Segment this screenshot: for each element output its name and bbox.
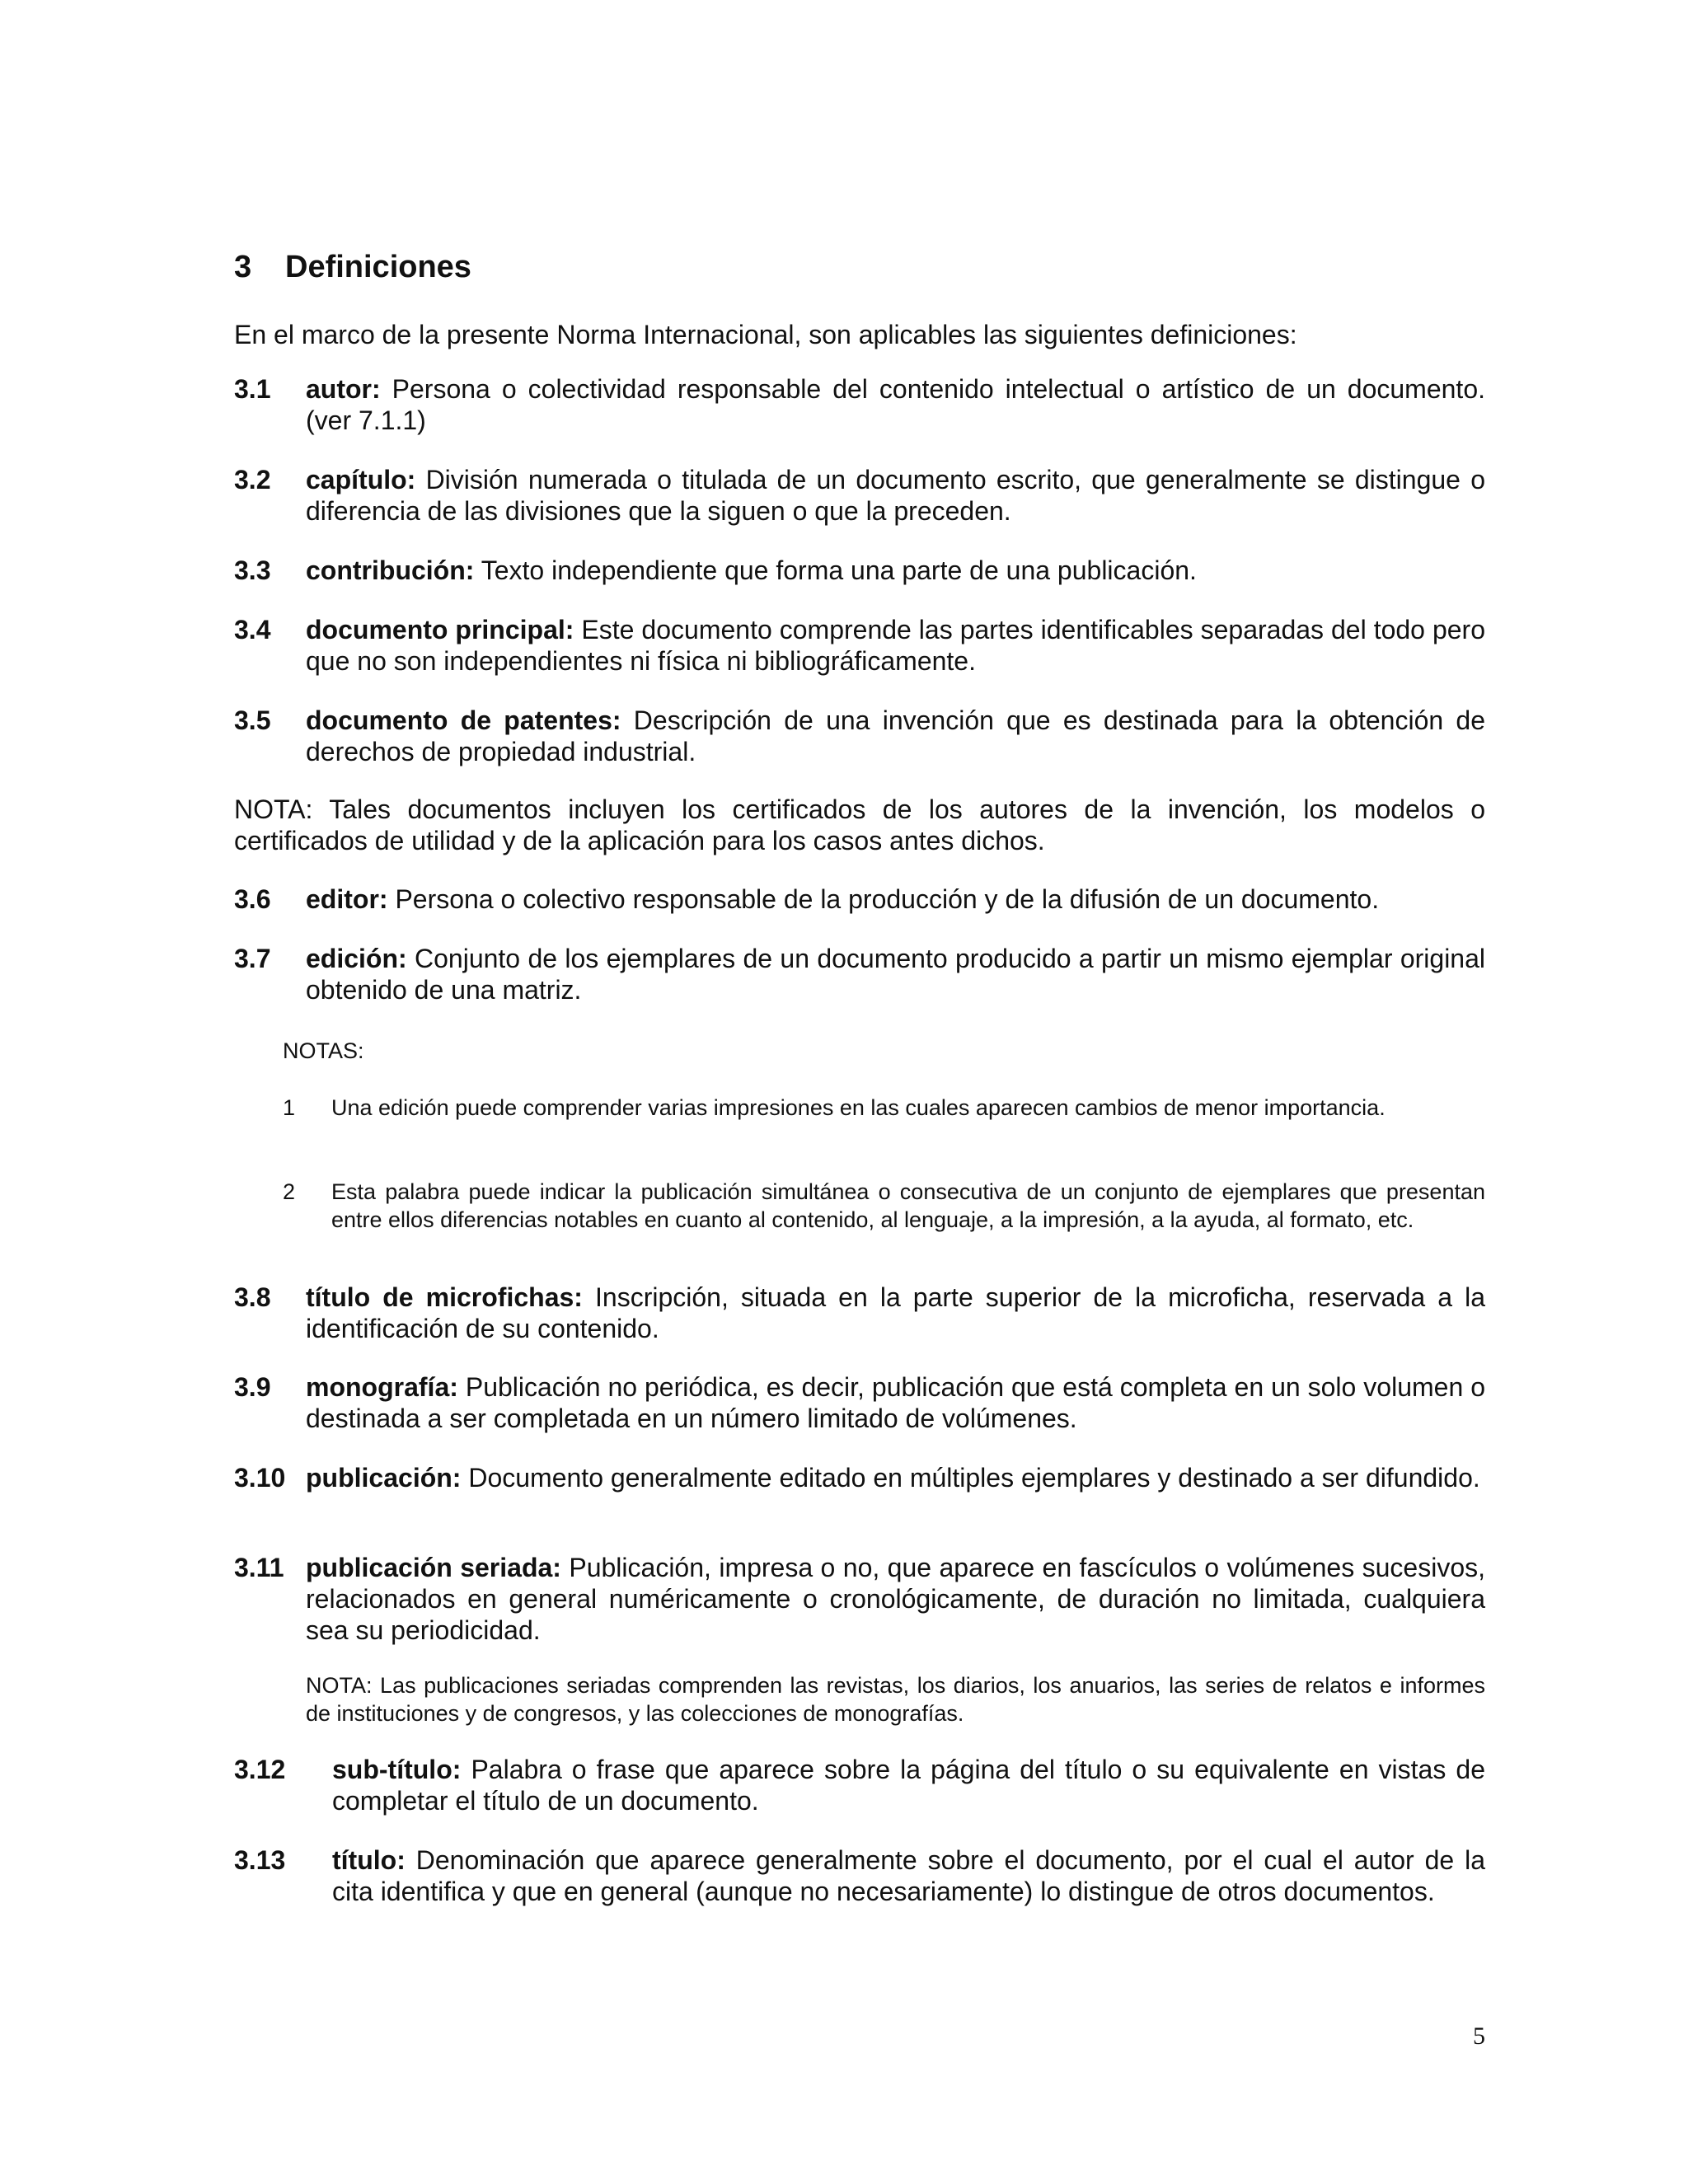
definition-number: 3.9 xyxy=(234,1372,271,1402)
note-patentes: NOTA: Tales documentos incluyen los certificados de los autores de la invención, los modelos o certificados de utilidad y de la aplicación para los casos antes dichos. xyxy=(234,794,1485,855)
definition-number: 3.2 xyxy=(234,465,271,494)
definition-text: Texto independiente que forma una parte de una publicación. xyxy=(474,555,1197,585)
definition-term: sub-título: xyxy=(332,1755,462,1784)
definition-term: contribución: xyxy=(306,555,475,585)
definition-number: 3.13 xyxy=(234,1845,286,1875)
definition-3-12 xyxy=(234,1754,1485,1816)
definition-number: 3.1 xyxy=(234,374,271,404)
definition-term: autor: xyxy=(306,374,381,404)
definition-3-10 xyxy=(234,1462,1485,1493)
note-text: Esta palabra puede indicar la publicación simultánea o consecutiva de un conjunto de ejemplares que presentan entre ellos diferencias notables en cuanto al contenido, al lenguaje, a la impresión, a la ayuda, al formato, etc. xyxy=(331,1179,1485,1232)
intro-paragraph: En el marco de la presente Norma Internacional, son aplicables las siguientes definiciones: xyxy=(234,320,1297,349)
definition-term: documento principal: xyxy=(306,615,574,644)
definition-text: División numerada o titulada de un documento escrito, que generalmente se distingue o diferencia de las divisiones que la siguen o que la preceden. xyxy=(306,465,1485,526)
note-seriadas: NOTA: Las publicaciones seriadas comprenden las revistas, los diarios, los anuarios, las series de relatos e informes de instituciones y de congresos, y las colecciones de monografías. xyxy=(306,1673,1485,1726)
definition-number: 3.7 xyxy=(234,944,271,973)
definition-text: Persona o colectividad responsable del contenido intelectual o artístico de un documento. (ver 7.1.1) xyxy=(306,374,1485,435)
note-number: 1 xyxy=(283,1095,296,1120)
definition-number: 3.5 xyxy=(234,705,271,735)
definition-term: documento de patentes: xyxy=(306,705,621,735)
definition-term: publicación: xyxy=(306,1463,462,1493)
definition-text: Conjunto de los ejemplares de un documento producido a partir un mismo ejemplar original obtenido de una matriz. xyxy=(306,944,1485,1005)
definition-text: Documento generalmente editado en múltiples ejemplares y destinado a ser difundido. xyxy=(461,1463,1480,1493)
section-number: 3 xyxy=(234,250,252,284)
definition-text: Publicación no periódica, es decir, publicación que está completa en un solo volumen o destinada a ser completada en un número limitado de volúmenes. xyxy=(306,1372,1485,1433)
definition-text: Palabra o frase que aparece sobre la página del título o su equivalente en vistas de completar el título de un documento. xyxy=(332,1755,1485,1816)
definition-3-8 xyxy=(234,1282,1485,1344)
definition-3-3 xyxy=(234,555,1485,586)
definition-number: 3.12 xyxy=(234,1755,286,1784)
definition-number: 3.10 xyxy=(234,1463,286,1493)
definition-term: capítulo: xyxy=(306,465,416,494)
definition-3-9 xyxy=(234,1371,1485,1434)
definition-3-2 xyxy=(234,464,1485,527)
definition-text: Persona o colectivo responsable de la producción y de la difusión de un documento. xyxy=(387,884,1380,914)
definition-term: edición: xyxy=(306,944,407,973)
notes-label: NOTAS: xyxy=(283,1038,364,1063)
note-item-1 xyxy=(283,1094,1485,1122)
note-item-2 xyxy=(283,1178,1485,1234)
definition-number: 3.11 xyxy=(234,1553,284,1582)
definition-text: Este documento comprende las partes identificables separadas del todo pero que no son independientes ni física ni bibliográficamente. xyxy=(306,615,1486,676)
definition-text: Denominación que aparece generalmente sobre el documento, por el cual el autor de la cita identifica y que en general (aunque no necesariamente) lo distingue de otros documentos. xyxy=(332,1845,1485,1906)
page-number: 5 xyxy=(1473,2022,1485,2050)
definition-3-7 xyxy=(234,943,1485,1005)
definition-term: título de microfichas: xyxy=(306,1282,583,1312)
definition-term: título: xyxy=(332,1845,406,1875)
definition-number: 3.8 xyxy=(234,1282,271,1312)
definition-number: 3.6 xyxy=(234,884,271,914)
definition-term: editor: xyxy=(306,884,388,914)
definition-3-1 xyxy=(234,373,1485,436)
definition-number: 3.4 xyxy=(234,615,271,644)
definition-3-6 xyxy=(234,883,1485,915)
definition-3-4 xyxy=(234,614,1485,677)
note-number: 2 xyxy=(283,1179,296,1204)
definition-3-13 xyxy=(234,1844,1485,1907)
note-text: Una edición puede comprender varias impresiones en las cuales aparecen cambios de menor importancia. xyxy=(331,1095,1386,1120)
definition-number: 3.3 xyxy=(234,555,271,585)
section-title: Definiciones xyxy=(285,250,471,284)
definition-text: Publicación, impresa o no, que aparece en fascículos o volúmenes sucesivos, relacionados en general numéricamente o cronológicamente, de duración no limitada, cualquiera sea su periodicidad. xyxy=(306,1553,1486,1645)
definition-text: Descripción de una invención que es destinada para la obtención de derechos de propiedad industrial. xyxy=(306,705,1486,766)
definition-text: Inscripción, situada en la parte superior de la microficha, reservada a la identificación de su contenido. xyxy=(306,1282,1486,1343)
definition-3-5 xyxy=(234,705,1485,767)
definition-3-11 xyxy=(234,1552,1485,1646)
section-heading xyxy=(234,250,471,285)
definition-term: publicación seriada: xyxy=(306,1553,561,1582)
definition-term: monografía: xyxy=(306,1372,458,1402)
